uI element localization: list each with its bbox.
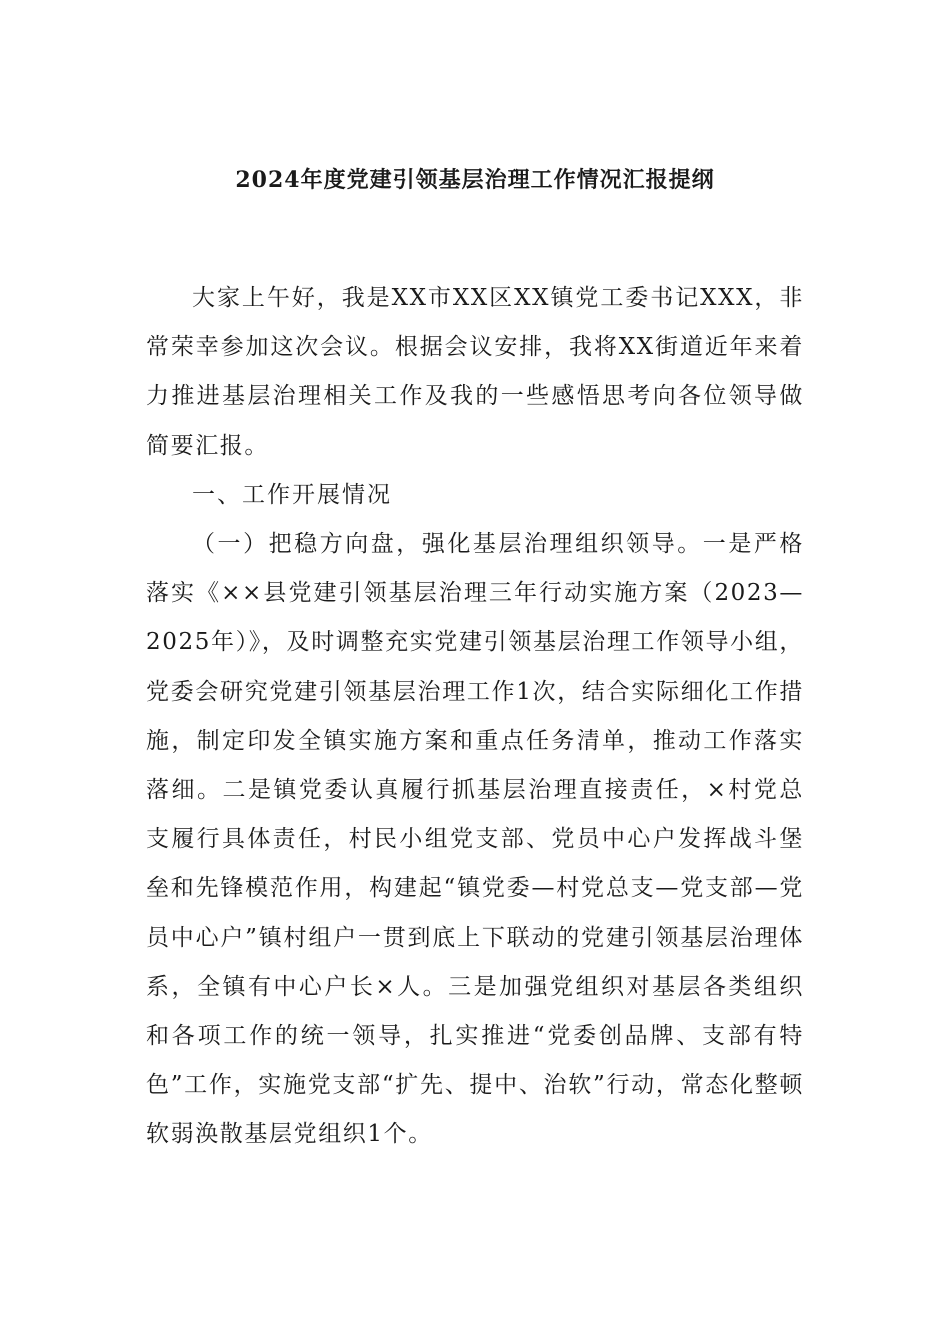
paragraph-greeting: 大家上午好，我是XX市XX区XX镇党工委书记XXX，非常荣幸参加这次会议。根据会议安排，我将XX街道近年来着力推进基层治理相关工作及我的一些感悟思考向各位领导做简要汇报。 xyxy=(146,285,804,459)
document-title: 2024年度党建引领基层治理工作情况汇报提纲 xyxy=(235,167,715,193)
document-body xyxy=(146,274,804,1160)
paragraph-organization-leadership: （一）把稳方向盘，强化基层治理组织领导。一是严格落实《××县党建引领基层治理三年行动实施方案（2023—2025年）》，及时调整充实党建引领基层治理工作领导小组，党委会研究党建引领基层治理工作1次，结合实际细化工作措施，制定印发全镇实施方案和重点任务清单，推动工作落实落细。二是镇党委认真履行抓基层治理直接责任，×村党总支履行具体责任，村民小组党支部、党员中心户发挥战斗堡垒和先锋模范作用，构建起“镇党委—村党总支—党支部—党员中心户”镇村组户一贯到底上下联动的党建引领基层治理体系，全镇有中心户长×人。三是加强党组织对基层各类组织和各项工作的统一领导，扎实推进“党委创品牌、支部有特色”工作，实施党支部“扩先、提中、治软”行动，常态化整顿软弱涣散基层党组织1个。 xyxy=(146,531,804,1148)
section-heading-work-progress: 一、工作开展情况 xyxy=(192,481,392,508)
